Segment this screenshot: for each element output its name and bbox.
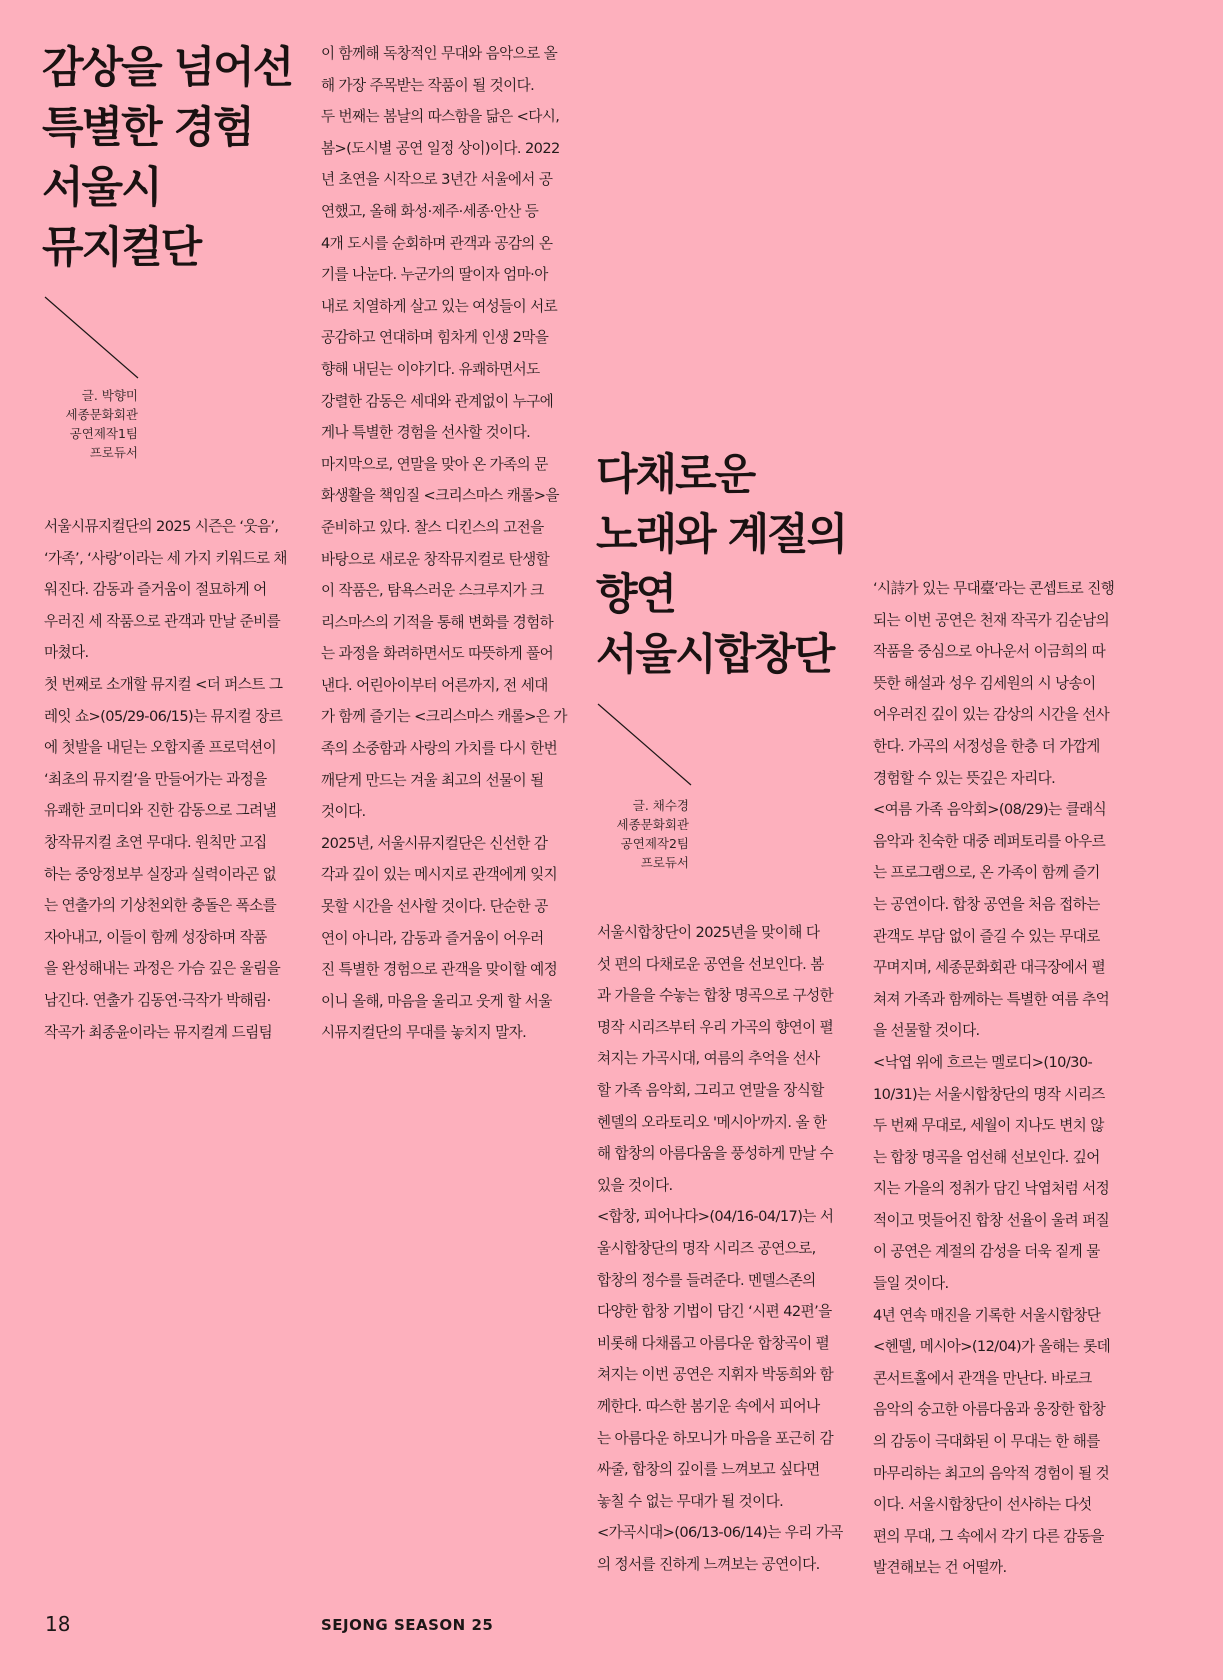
body-line: 깨닫게 만드는 겨울 최고의 선물이 될	[321, 771, 544, 789]
body-line: 쳐지는 가곡시대, 여름의 추억을 선사	[597, 1050, 820, 1068]
body-line: 는 프로그램으로, 온 가족이 함께 즐기	[873, 864, 1100, 882]
body-line: 콘서트홀에서 관객을 만난다. 바로크	[873, 1369, 1092, 1387]
body-line: 것이다.	[321, 803, 366, 821]
body-line: 못할 시간을 선사할 것이다. 단순한 공	[321, 898, 548, 916]
article2-diagonal-rule	[597, 703, 693, 787]
article2-byline	[591, 796, 689, 872]
body-line: 섯 편의 다채로운 공연을 선보인다. 봄	[597, 955, 824, 973]
body-line: 시뮤지컬단의 무대를 놓치지 말자.	[321, 1024, 527, 1042]
body-line: 4개 도시를 순회하며 관객과 공감의 온	[321, 234, 553, 252]
body-line: 어우러진 깊이 있는 감상의 시간을 선사	[873, 706, 1110, 724]
body-line: 놓칠 수 없는 무대가 될 것이다.	[597, 1492, 784, 1510]
body-line: 첫 번째로 소개할 뮤지컬 <더 퍼스트 그	[44, 675, 283, 693]
body-line: <가곡시대>(06/13-06/14)는 우리 가곡	[597, 1524, 843, 1542]
body-line: 이 공연은 계절의 감성을 더욱 짙게 물	[873, 1243, 1100, 1261]
page-number: 18	[45, 1612, 71, 1636]
body-line: 되는 이번 공연은 천재 작곡가 김순남의	[873, 611, 1110, 629]
byline-line: 세종문화회관	[616, 817, 689, 832]
body-line: 작곡가 최종윤이라는 뮤지컬계 드림팀	[44, 1023, 273, 1041]
body-line: <여름 가족 음악회>(08/29)는 클래식	[873, 801, 1107, 819]
body-line: 싸줄, 합창의 깊이를 느껴보고 싶다면	[597, 1461, 820, 1479]
body-line: 남긴다. 연출가 김동연·극작가 박해림·	[44, 991, 271, 1009]
body-line: 가 함께 즐기는 <크리스마스 캐롤>은 가	[321, 708, 567, 726]
body-line: <헨델, 메시아>(12/04)가 올해는 롯데	[873, 1338, 1111, 1356]
body-line: 봄>(도시별 공연 일정 상이)이다. 2022	[321, 139, 560, 157]
body-line: 이 함께해 독창적인 무대와 음악으로 올	[321, 45, 558, 62]
body-line: 작품을 중심으로 아나운서 이금희의 따	[873, 643, 1106, 661]
headline-line: 노래와 계절의	[596, 510, 847, 560]
headline-line: 향연	[596, 570, 676, 620]
byline-line: 공연제작2팀	[620, 836, 689, 851]
body-line: 하는 중앙정보부 실장과 실력이라곤 없	[44, 865, 277, 883]
body-line: 는 공연이다. 합창 공연을 처음 접하는	[873, 895, 1100, 913]
body-line: <낙엽 위에 흐르는 멜로디>(10/30-	[873, 1053, 1093, 1071]
body-line: ‘시詩가 있는 무대臺’라는 콘셉트로 진행	[873, 580, 1115, 597]
byline-line: 프로듀서	[89, 445, 138, 460]
body-line: 편의 무대, 그 속에서 각기 다른 감동을	[873, 1527, 1104, 1545]
body-line: 두 번째는 봄날의 따스함을 닮은 <다시,	[321, 108, 560, 126]
body-line: 준비하고 있다. 찰스 디킨스의 고전을	[321, 518, 544, 536]
byline-line: 프로듀서	[640, 855, 689, 870]
body-line: 울시합창단의 명작 시리즈 공연으로,	[597, 1239, 816, 1257]
body-line: 음악과 친숙한 대중 레퍼토리를 아우르	[873, 832, 1106, 850]
body-line: 마지막으로, 연말을 맞아 온 가족의 문	[321, 455, 548, 473]
body-line: 적이고 멋들어진 합창 선율이 울려 퍼질	[873, 1211, 1110, 1229]
byline-line: 세종문화회관	[65, 407, 138, 422]
body-line: 의 정서를 진하게 느껴보는 공연이다.	[597, 1555, 820, 1573]
headline-line: 뮤지컬단	[42, 223, 201, 273]
article1-byline	[40, 386, 138, 462]
article1-body-col1	[44, 511, 296, 1048]
article2-body-col4	[873, 573, 1125, 1584]
byline-line: 글. 박향미	[81, 388, 138, 403]
body-line: 꾸며지며, 세종문화회관 대극장에서 펼	[873, 959, 1106, 977]
article1-body-col2	[321, 38, 573, 1049]
body-line: 에 첫발을 내딛는 오합지졸 프로덕션이	[44, 739, 277, 757]
body-line: 쳐져 가족과 함께하는 특별한 여름 추억	[873, 990, 1110, 1008]
body-line: 는 연출가의 기상천외한 충돌은 폭소를	[44, 897, 277, 915]
body-line: 마쳤다.	[44, 644, 89, 662]
body-line: 다양한 합창 기법이 담긴 ‘시편 42편’을	[597, 1303, 832, 1321]
body-line: 내로 치열하게 살고 있는 여성들이 서로	[321, 297, 558, 315]
headline-line: 다채로운	[596, 450, 755, 500]
body-line: 서울시뮤지컬단의 2025 시즌은 ‘웃음’,	[44, 518, 279, 535]
body-line: 발견해보는 건 어떨까.	[873, 1559, 1007, 1577]
body-line: 화생활을 책임질 <크리스마스 캐롤>을	[321, 487, 559, 505]
body-line: ‘최초의 뮤지컬’을 만들어가는 과정을	[44, 770, 267, 788]
body-line: 창작뮤지컬 초연 무대다. 원칙만 고집	[44, 833, 267, 851]
body-line: 우러진 세 작품으로 관객과 만날 준비를	[44, 612, 281, 630]
body-line: 음악의 숭고한 아름다움과 웅장한 합창	[873, 1401, 1106, 1419]
body-line: 께한다. 따스한 봄기운 속에서 피어나	[597, 1397, 820, 1415]
body-line: 두 번째 무대로, 세월이 지나도 변치 않	[873, 1117, 1104, 1135]
body-line: 2025년, 서울시뮤지컬단은 신선한 감	[321, 834, 548, 852]
body-line: 해 합창의 아름다움을 풍성하게 만날 수	[597, 1145, 834, 1163]
body-line: 연했고, 올해 화성·제주·세종·안산 등	[321, 202, 539, 220]
body-line: 이 작품은, 탐욕스러운 스크루지가 크	[321, 582, 544, 600]
body-line: 유쾌한 코미디와 진한 감동으로 그려낼	[44, 802, 277, 820]
body-line: 게나 특별한 경험을 선사할 것이다.	[321, 424, 531, 442]
body-line: 공감하고 연대하며 힘차게 인생 2막을	[321, 329, 549, 347]
body-line: 해 가장 주목받는 작품이 될 것이다.	[321, 76, 535, 94]
body-line: 워진다. 감동과 즐거움이 절묘하게 어	[44, 581, 267, 599]
body-line: ‘가족’, ‘사랑’이라는 세 가지 키워드로 채	[44, 549, 287, 567]
body-line: 합창의 정수를 들려준다. 멘델스존의	[597, 1271, 816, 1289]
headline-lines	[596, 445, 866, 685]
headline-line: 특별한 경험	[42, 103, 253, 153]
headline-line: 서울시	[42, 163, 161, 213]
body-line: 자아내고, 이들이 함께 성장하며 작품	[44, 928, 267, 946]
body-line: 할 가족 음악회, 그리고 연말을 장식할	[597, 1081, 824, 1099]
article2-body-col3	[597, 917, 849, 1580]
body-line: 기를 나눈다. 누군가의 딸이자 엄마·아	[321, 266, 548, 284]
body-line: 경험할 수 있는 뜻깊은 자리다.	[873, 769, 1056, 787]
body-line: 들일 것이다.	[873, 1275, 949, 1293]
body-line: 의 감동이 극대화된 이 무대는 한 해를	[873, 1433, 1100, 1451]
body-line: 마무리하는 최고의 음악적 경험이 될 것	[873, 1464, 1110, 1482]
publication-title: SEJONG SEASON 25	[321, 1616, 494, 1634]
article2-headline	[596, 445, 866, 685]
article1-headline	[42, 38, 302, 278]
body-line: 4년 연속 매진을 기록한 서울시합창단	[873, 1306, 1101, 1324]
headline-line: 서울시합창단	[596, 630, 834, 680]
body-line: 진 특별한 경험으로 관객을 맞이할 예정	[321, 961, 558, 979]
body-line: 향해 내딛는 이야기다. 유쾌하면서도	[321, 360, 540, 378]
body-line: 이니 올해, 마음을 울리고 웃게 할 서울	[321, 992, 552, 1010]
body-line: 을 완성해내는 과정은 가슴 깊은 울림을	[44, 960, 281, 978]
body-line: 족의 소중함과 사랑의 가치를 다시 한번	[321, 740, 558, 758]
body-line: 년 초연을 시작으로 3년간 서울에서 공	[321, 171, 553, 189]
body-line: 서울시합창단이 2025년을 맞이해 다	[597, 924, 820, 941]
body-line: 쳐지는 이번 공연은 지휘자 박동희와 함	[597, 1366, 834, 1384]
body-line: 10/31)는 서울시합창단의 명작 시리즈	[873, 1085, 1105, 1103]
body-line: 비롯해 다채롭고 아름다운 합창곡이 펼	[597, 1334, 830, 1352]
body-line: 는 과정을 화려하면서도 따뜻하게 풀어	[321, 645, 554, 663]
body-line: 을 선물할 것이다.	[873, 1022, 980, 1040]
byline-line: 글. 채수경	[632, 798, 689, 813]
body-line: 있을 것이다.	[597, 1176, 673, 1194]
headline-line: 감상을 넘어선	[42, 43, 293, 93]
headline-lines	[42, 38, 302, 278]
body-line: 명작 시리즈부터 우리 가곡의 향연이 펼	[597, 1018, 834, 1036]
body-line: 과 가을을 수놓는 합창 명곡으로 구성한	[597, 987, 834, 1005]
body-line: 지는 가을의 정취가 담긴 낙엽처럼 서정	[873, 1180, 1110, 1198]
body-line: 헨델의 오라토리오 '메시아'까지. 올 한	[597, 1113, 827, 1131]
body-line: 바탕으로 새로운 창작뮤지컬로 탄생할	[321, 550, 550, 568]
body-line: 한다. 가곡의 서정성을 한층 더 가깝게	[873, 737, 1100, 755]
body-line: 뜻한 해설과 성우 김세원의 시 낭송이	[873, 674, 1096, 692]
body-line: 레잇 쇼>(05/29-06/15)는 뮤지컬 장르	[44, 707, 283, 725]
body-line: 이다. 서울시합창단이 선사하는 다섯	[873, 1496, 1092, 1514]
body-line: 강렬한 감동은 세대와 관계없이 누구에	[321, 392, 554, 410]
body-line: 관객도 부담 없이 즐길 수 있는 무대로	[873, 927, 1100, 945]
byline-line: 공연제작1팀	[69, 426, 138, 441]
body-line: 리스마스의 기적을 통해 변화를 경험하	[321, 613, 554, 631]
body-line: 낸다. 어린아이부터 어른까지, 전 세대	[321, 676, 548, 694]
article1-diagonal-rule	[44, 296, 140, 380]
body-line: 각과 깊이 있는 메시지로 관객에게 잊지	[321, 866, 558, 884]
body-line: 는 합창 명곡을 엄선해 선보인다. 깊어	[873, 1148, 1100, 1166]
body-line: 연이 아니라, 감동과 즐거움이 어우러	[321, 929, 544, 947]
body-line: <합창, 피어나다>(04/16-04/17)는 서	[597, 1208, 834, 1226]
body-line: 는 아름다운 하모니가 마음을 포근히 감	[597, 1429, 834, 1447]
